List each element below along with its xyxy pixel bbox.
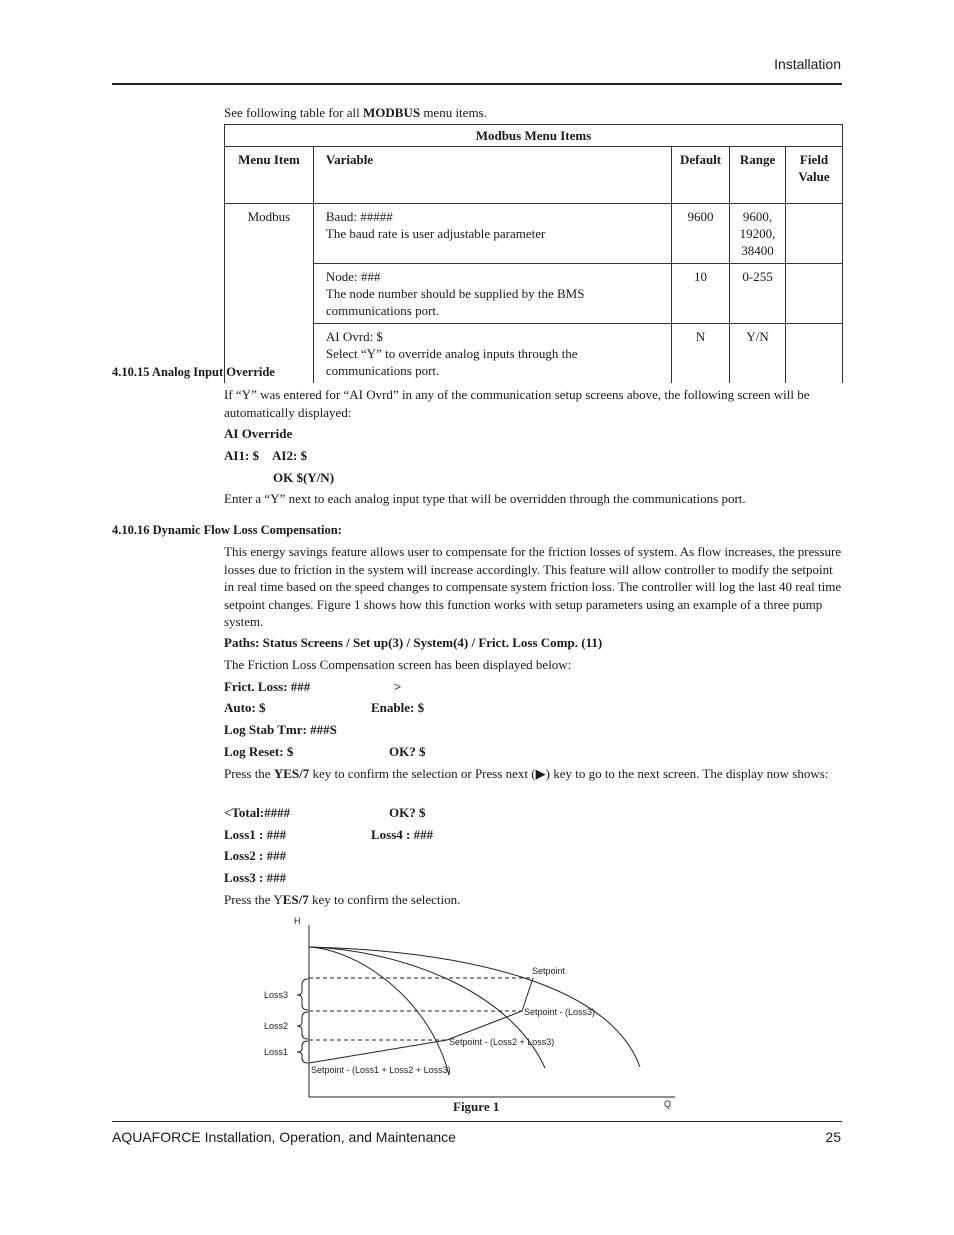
paragraph: Press the YES/7 key to confirm the selection. <box>224 892 461 907</box>
screen-line: Log Stab Tmr: ###S <box>224 722 337 737</box>
section-heading-flow-loss: 4.10.16 Dynamic Flow Loss Compensation: <box>112 523 342 537</box>
setpoint-line <box>309 978 533 1063</box>
screen-line: OK? $ <box>389 744 426 759</box>
default-cell: N <box>672 324 730 384</box>
menu-path: Paths: Status Screens / Set up(3) / System(4) / Frict. Loss Comp. (11) <box>224 635 603 650</box>
variable-title: Baud: ##### <box>325 209 393 224</box>
variable-desc: The baud rate is user adjustable parameter <box>325 226 546 241</box>
loss2-brace <box>297 1012 308 1039</box>
label-loss2: Loss2 <box>264 1021 289 1031</box>
section-heading-analog-override: 4.10.15 Analog Input Override <box>112 365 275 379</box>
screen-line: Auto: $ <box>224 700 266 715</box>
page-number: 25 <box>825 1129 841 1145</box>
menu-item-cell: Modbus <box>225 204 314 384</box>
paragraph: If “Y” was entered for “AI Ovrd” in any of the communication setup screens above, the following screen will be automatically displayed: <box>224 387 810 420</box>
screen-line: AI2: $ <box>272 448 308 463</box>
screen-line: OK? $ <box>389 805 426 820</box>
screen-line: Loss2 : ### <box>224 848 287 863</box>
variable-desc: Select “Y” to override analog inputs through the communications port. <box>325 346 578 378</box>
screen-line: <Total:#### <box>224 805 291 820</box>
figure-caption: Figure 1 <box>453 1099 500 1114</box>
screen-line: AI1: $ <box>224 448 260 463</box>
label-loss3: Loss3 <box>264 990 289 1000</box>
label-setpoint-loss123: Setpoint - (Loss1 + Loss2 + Loss3) <box>311 1065 451 1075</box>
paragraph: This energy savings feature allows user to compensate for the friction losses of system. As flow increases, the pressure losses due to friction in the system will increase accordingly. This feature will allow controller to modify the setpoint in real time based on the speed changes to compensate system friction loss. The controller will log the last 40 real time setpoint changes. Figure 1 shows how this function works with setup parameters using an example of a three pump system. <box>224 544 842 629</box>
range-cell: 0-255 <box>730 264 786 324</box>
label-setpoint: Setpoint <box>532 966 566 976</box>
label-setpoint-loss23: Setpoint - (Loss2 + Loss3) <box>449 1037 555 1047</box>
col-header-default: Default <box>672 147 730 204</box>
col-header-variable: Variable <box>313 147 671 204</box>
screen-title: AI Override <box>224 426 293 441</box>
screen-line: Loss3 : ### <box>224 870 287 885</box>
variable-title: AI Ovrd: $ <box>325 329 383 344</box>
screen-line: Frict. Loss: ### <box>224 679 311 694</box>
running-header: Installation <box>774 56 841 72</box>
axis-label-q: Q <box>664 1099 672 1109</box>
table-title: Modbus Menu Items <box>225 125 843 147</box>
label-setpoint-loss3: Setpoint - (Loss3) <box>524 1007 596 1017</box>
default-cell: 9600 <box>672 204 730 264</box>
screen-line: OK $(Y/N) <box>273 470 335 485</box>
intro-text: See following table for all MODBUS menu items. <box>224 105 487 120</box>
col-header-range: Range <box>730 147 786 204</box>
loss3-brace <box>297 979 308 1010</box>
col-header-field-value: Field Value <box>786 147 843 204</box>
paragraph: The Friction Loss Compensation screen has been displayed below: <box>224 657 572 672</box>
next-arrow-icon: ▶ <box>535 766 546 781</box>
screen-line: Loss1 : ### <box>224 827 287 842</box>
variable-desc: The node number should be supplied by the BMS communications port. <box>325 286 585 318</box>
axis-label-h: H <box>294 916 301 926</box>
col-header-menu-item: Menu Item <box>225 147 314 204</box>
label-loss1: Loss1 <box>264 1047 289 1057</box>
paragraph: Enter a “Y” next to each analog input type that will be overridden through the communications port. <box>224 491 746 506</box>
range-cell: Y/N <box>730 324 786 384</box>
footer-rule <box>112 1121 842 1122</box>
paragraph: Press the YES/7 key to confirm the selection or Press next (▶) key to go to the next screen. The display now shows: <box>224 766 829 781</box>
screen-line: Log Reset: $ <box>224 744 294 759</box>
screen-line: > <box>394 679 402 694</box>
screen-line: Enable: $ <box>371 700 425 715</box>
variable-title: Node: ### <box>325 269 381 284</box>
pump-curve-2 <box>309 947 545 1068</box>
range-cell: 9600, 19200, 38400 <box>730 204 786 264</box>
loss1-brace <box>297 1041 308 1063</box>
screen-line: Loss4 : ### <box>371 827 434 842</box>
default-cell: 10 <box>672 264 730 324</box>
footer-title: AQUAFORCE Installation, Operation, and Maintenance <box>112 1129 456 1145</box>
